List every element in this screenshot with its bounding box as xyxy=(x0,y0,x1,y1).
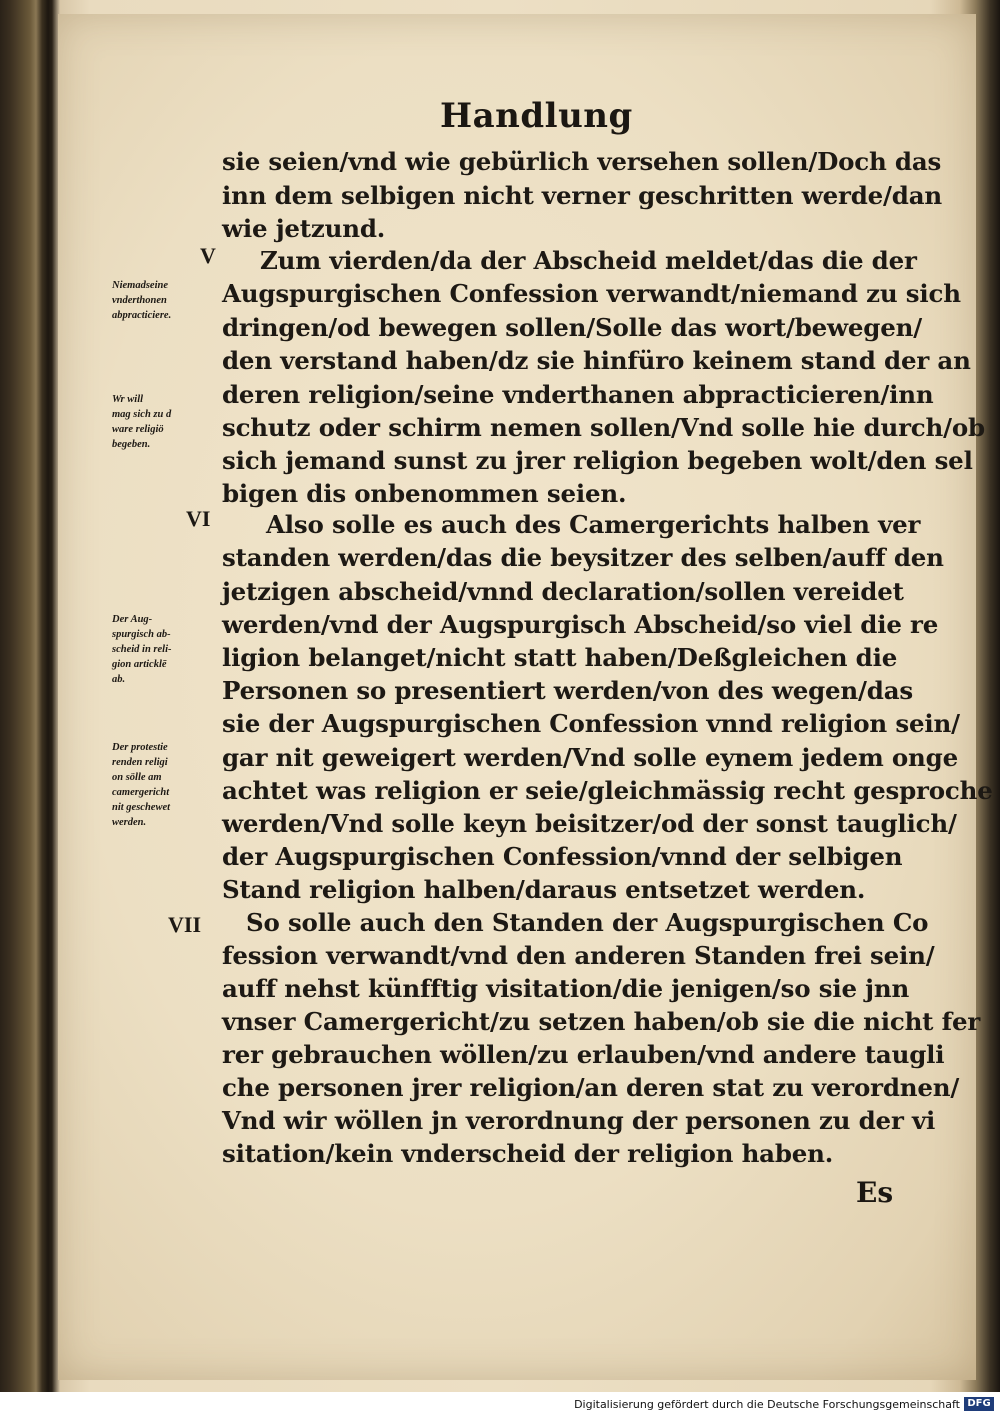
margin-note-line: on sölle am xyxy=(112,772,162,783)
margin-note-line: ware religiö xyxy=(112,424,164,435)
dfg-logo: DFG xyxy=(964,1397,994,1411)
margin-note-line: spurgisch ab- xyxy=(112,629,171,640)
margin-note-line: mag sich zu d xyxy=(112,409,172,420)
margin-note-line: werden. xyxy=(112,817,147,828)
text-line: sie der Augspurgischen Confession vnnd religion sein/ xyxy=(222,709,960,738)
text-line: bigen dis onbenommen seien. xyxy=(222,479,627,508)
text-line: sie seien/vnd wie gebürlich versehen sollen/Doch das xyxy=(222,147,942,176)
text-line: achtet was religion er seie/gleichmässig recht gesproche xyxy=(222,776,993,805)
margin-note xyxy=(112,612,216,687)
margin-note-line: ab. xyxy=(112,674,126,685)
margin-note xyxy=(112,278,216,323)
text-line: rer gebrauchen wöllen/zu erlauben/vnd andere taugli xyxy=(222,1040,945,1069)
text-line: che personen jrer religion/an deren stat zu verordnen/ xyxy=(222,1073,960,1102)
text-line: inn dem selbigen nicht verner geschritten werde/dan xyxy=(222,181,942,210)
section-number-vi: VI xyxy=(186,506,211,531)
margin-note-line: Der Aug- xyxy=(112,614,153,625)
text-line: ligion belanget/nicht statt haben/Deßgleichen die xyxy=(222,643,898,672)
text-line: Also solle es auch des Camergerichts halben ver xyxy=(266,510,921,539)
margin-note-line: Niemadseine xyxy=(112,280,168,291)
text-line: auff nehst künfftig visitation/die jenigen/so sie jnn xyxy=(222,974,910,1003)
text-line: vnser Camergericht/zu setzen haben/ob sie die nicht fer xyxy=(222,1007,981,1036)
section-number-v: V xyxy=(200,243,216,268)
text-line: Vnd wir wöllen jn verordnung der personen zu der vi xyxy=(222,1106,936,1135)
text-line: standen werden/das die beysitzer des selben/auff den xyxy=(222,543,944,572)
margin-note-line: Der protestie xyxy=(112,742,168,753)
text-line: Personen so presentiert werden/von des wegen/das xyxy=(222,676,913,705)
digitization-footer xyxy=(0,1392,1000,1418)
margin-note-line: begeben. xyxy=(112,439,151,450)
margin-note-line: nit geschewet xyxy=(112,802,171,813)
margin-note-line: camergericht xyxy=(112,787,170,798)
text-line: jetzigen abscheid/vnnd declaration/sollen vereidet xyxy=(222,577,904,606)
margin-note-line: scheid in reli- xyxy=(112,644,172,655)
text-line: Stand religion halben/daraus entsetzet werden. xyxy=(222,875,866,904)
running-header: Handlung xyxy=(440,96,633,136)
margin-note-line: Wr will xyxy=(112,394,144,405)
text-line: wie jetzund. xyxy=(222,214,386,243)
margin-note-line: gion articklē xyxy=(112,659,167,670)
margin-note-line: renden religi xyxy=(112,757,168,768)
text-line: werden/vnd der Augspurgisch Abscheid/so viel die re xyxy=(222,610,939,639)
text-line: Augspurgischen Confession verwandt/niemand zu sich xyxy=(222,279,961,308)
text-line: werden/Vnd solle keyn beisitzer/od der sonst tauglich/ xyxy=(222,809,957,838)
margin-note-line: vnderthonen xyxy=(112,295,167,306)
text-line: schutz oder schirm nemen sollen/Vnd solle hie durch/ob xyxy=(222,413,985,442)
text-line: gar nit geweigert werden/Vnd solle eynem jedem onge xyxy=(222,743,958,772)
text-line: der Augspurgischen Confession/vnnd der selbigen xyxy=(222,842,903,871)
footer-credit: Digitalisierung gefördert durch die Deutsche Forschungsgemeinschaft xyxy=(574,1398,960,1411)
text-line: den verstand haben/dz sie hinfüro keinem stand der an xyxy=(222,346,971,375)
text-line: dringen/od bewegen sollen/Solle das wort/bewegen/ xyxy=(222,313,922,342)
section-number-vii: VII xyxy=(168,912,202,937)
text-line: deren religion/seine vnderthanen abpracticieren/inn xyxy=(222,380,934,409)
margin-note xyxy=(112,740,216,830)
text-line: sich jemand sunst zu jrer religion begeben wolt/den sel xyxy=(222,446,973,475)
margin-note-line: abpracticiere. xyxy=(112,310,172,321)
text-line: Zum vierden/da der Abscheid meldet/das die der xyxy=(260,246,917,275)
margin-note xyxy=(112,392,216,452)
text-line: sitation/kein vnderscheid der religion haben. xyxy=(222,1139,834,1168)
text-line: fession verwandt/vnd den anderen Standen frei sein/ xyxy=(222,941,935,970)
text-line: So solle auch den Standen der Augspurgischen Co xyxy=(246,908,929,937)
catchword: Es xyxy=(856,1176,894,1209)
